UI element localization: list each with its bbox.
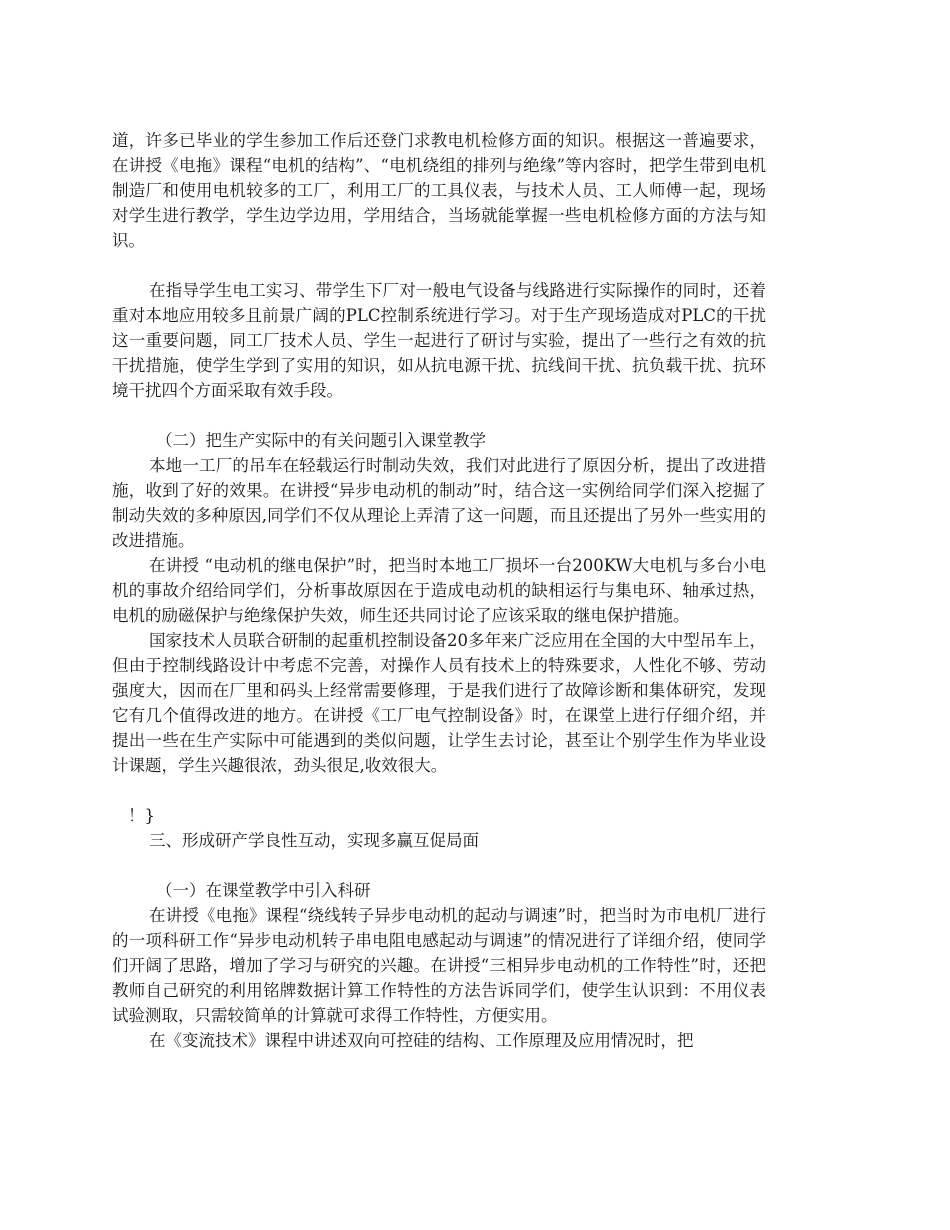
paragraph-crane-brake: 本地一工厂的吊车在轻载运行时制动失效，我们对此进行了原因分析，提出了改进措施，收到了好的效果。在讲授“异步电动机的制动”时，结合这一实例给同学们深入挖掘了制动失效的多种原因,同学们不仅从理论上弄清了这一问题，而且还提出了另外一些实用的改进措施。 xyxy=(112,456,766,550)
paragraph-motor-research: 在讲授《电拖》课程“绕线转子异步电动机的起动与调速”时，把当时为市电机厂进行的一项科研工作“异步电动机转子串电阻电感起动与调速”的情况进行了详细介绍，使同学们开阔了思路，增加了学习与研究的兴趣。在讲授“三相异步电动机的工作特性”时，还把教师自己研究的利用铭牌数据计算工作特性的方法告诉同学们，使学生认识到：不用仪表试验测取，只需较简单的计算就可求得工作特性，方便实用。 xyxy=(112,906,766,1025)
document-page xyxy=(112,128,766,1053)
paragraph-crane-control: 国家技术人员联合研制的起重机控制设备20多年来广泛应用在全国的大中型吊车上，但由于控制线路设计中考虑不完善，对操作人员有技术上的特殊要求，人性化不够、劳动强度大，因而在厂里和码头上经常需要修理，于是我们进行了故障诊断和集体研究，发现它有几个值得改进的地方。在讲授《工厂电气控制设备》时，在课堂上进行仔细介绍，并提出一些在生产实际中可能遇到的类似问题，让学生去讨论，甚至让个别学生作为毕业设计课题，学生兴趣很浓，劲头很足,收效很大。 xyxy=(112,631,766,775)
paragraph-thyristor: 在《变流技术》课程中讲述双向可控硅的结构、工作原理及应用情况时，把 xyxy=(149,1031,694,1050)
paragraph-plc-interference: 在指导学生电工实习、带学生下厂对一般电气设备与线路进行实际操作的同时，还着重对本地应用较多且前景广阔的PLC控制系统进行学习。对于生产现场造成对PLC的干扰这一重要问题，同工厂技术人员、学生一起进行了研讨与实验，提出了一些行之有效的抗干扰措施，使学生学到了实用的知识，如从抗电源干扰、抗线间干扰、抗负载干扰、抗环境干扰四个方面采取有效手段。 xyxy=(112,281,766,400)
paragraph-continuation: 道，许多已毕业的学生参加工作后还登门求教电机检修方面的知识。根据这一普遍要求，在讲授《电拖》课程“电机的结构”、“电机绕组的排列与绝缘”等内容时，把学生带到电机制造厂和使用电机较多的工厂，利用工厂的工具仪表，与技术人员、工人师傅一起，现场对学生进行教学，学生边学边用，学用结合，当场就能掌握一些电机检修方面的方法与知识。 xyxy=(112,131,766,250)
subheading-research-in-class: （一）在课堂教学中引入科研 xyxy=(156,881,371,900)
stray-mark: ！} xyxy=(128,806,155,825)
subheading-production-problems: （二）把生产实际中的有关问题引入课堂教学 xyxy=(156,431,486,450)
heading-section-three: 三、形成研产学良性互动，实现多赢互促局面 xyxy=(149,831,479,850)
paragraph-relay-protection: 在讲授 “电动机的继电保护”时，把当时本地工厂损坏一台200KW大电机与多台小电机的事故介绍给同学们，分析事故原因在于造成电动机的缺相运行与集电环、轴承过热，电机的励磁保护与绝缘保护失效，师生还共同讨论了应该采取的继电保护措施。 xyxy=(112,556,766,625)
